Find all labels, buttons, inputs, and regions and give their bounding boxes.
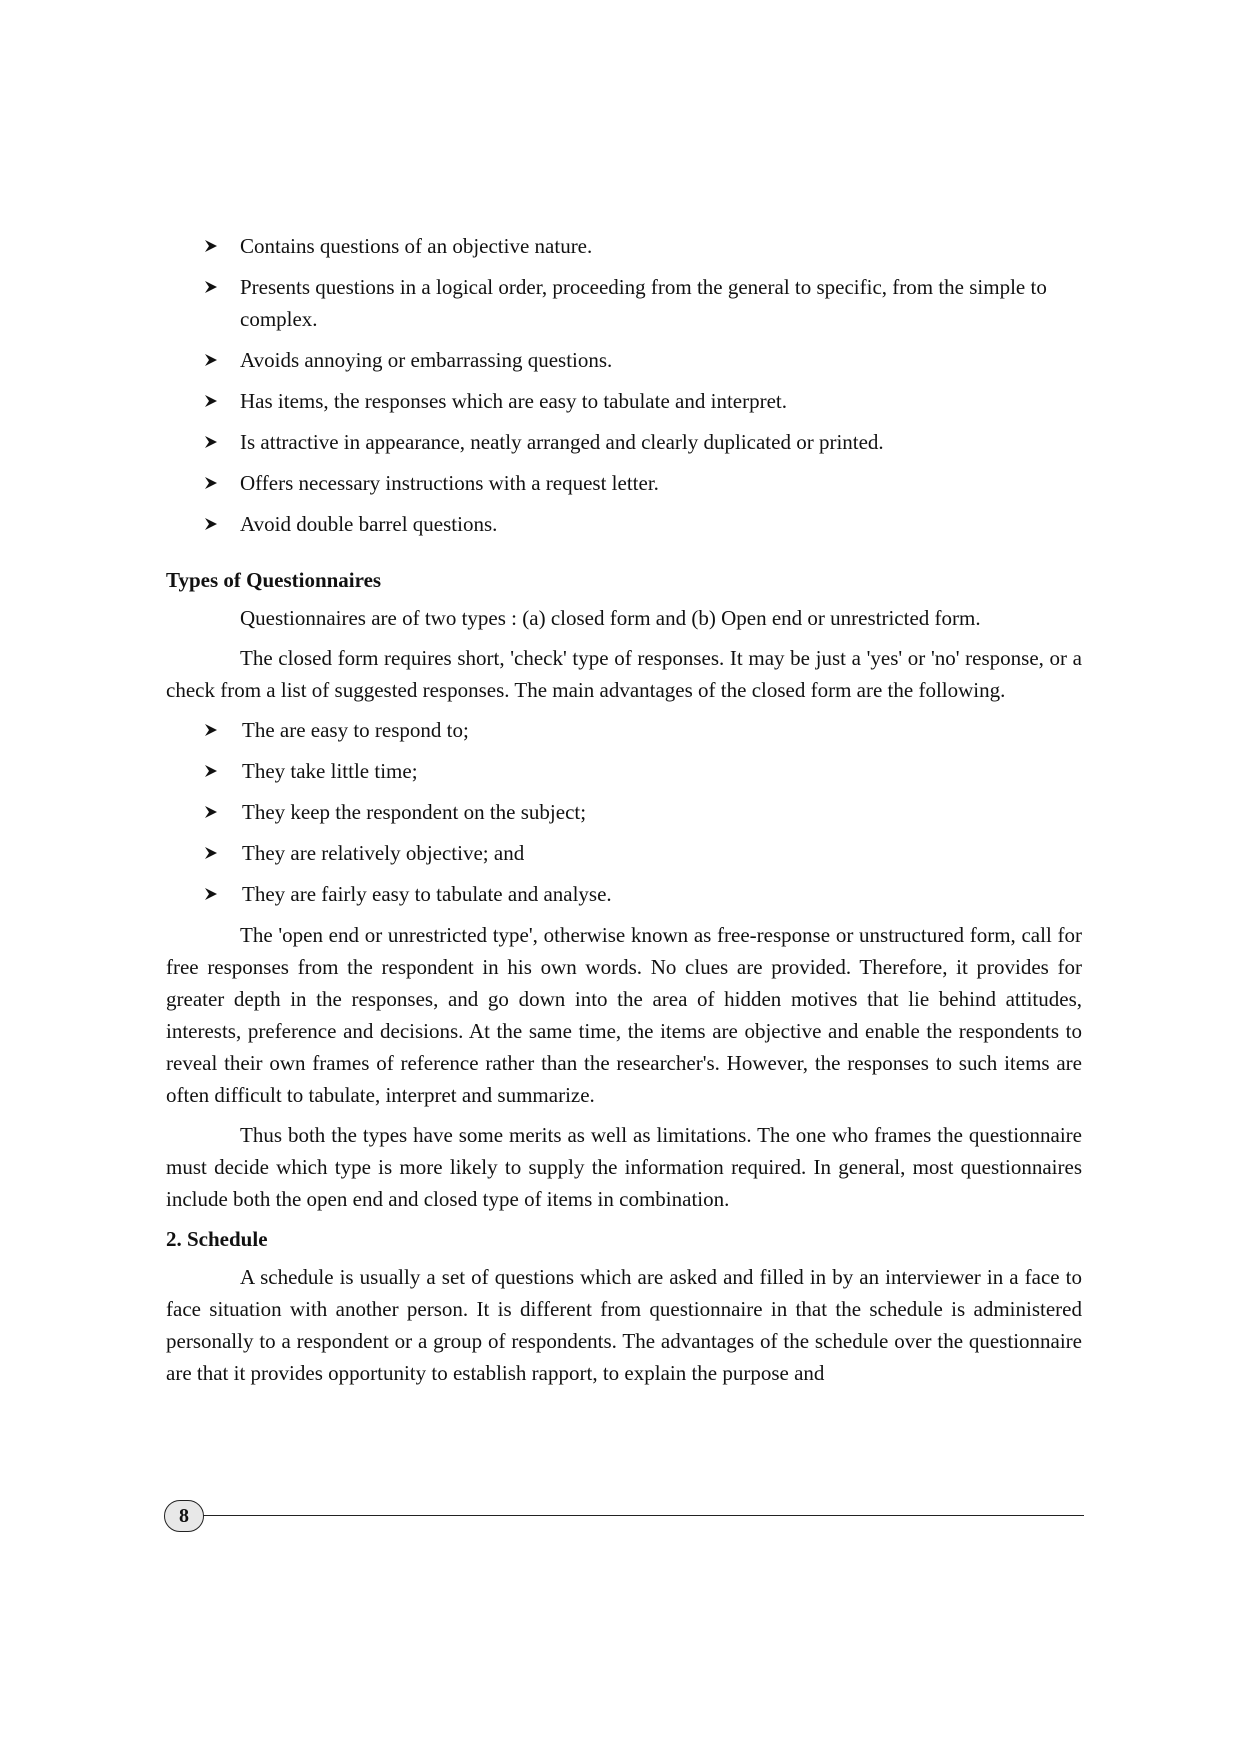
list-item <box>166 426 1082 458</box>
arrow-bullet-icon <box>204 280 218 294</box>
arrow-bullet-icon <box>204 435 218 449</box>
arrow-bullet-icon <box>204 764 218 778</box>
list-item-text: Is attractive in appearance, neatly arranged and clearly duplicated or printed. <box>240 430 884 454</box>
arrow-bullet-icon <box>204 239 218 253</box>
arrow-bullet-icon <box>204 887 218 901</box>
arrow-bullet-icon <box>204 723 218 737</box>
list-item-text: Contains questions of an objective nature. <box>240 234 593 258</box>
list-item <box>166 230 1082 262</box>
paragraph-closed-form: The closed form requires short, 'check' type of responses. It may be just a 'yes' or 'no' response, or a check from a list of suggested responses. The main advantages of the closed form are the following. <box>166 646 1082 702</box>
paragraph-conclusion: Thus both the types have some merits as well as limitations. The one who frames the questionnaire must decide which type is more likely to supply the information required. In general, most questionnaires include both the open end and closed type of items in combination. <box>166 1123 1082 1211</box>
paragraph-schedule: A schedule is usually a set of questions which are asked and filled in by an interviewer in a face to face situation with another person. It is different from questionnaire in that the schedule is administered personally to a respondent or a group of respondents. The advantages of the schedule over the questionnaire are that it provides opportunity to establish rapport, to explain the purpose and <box>166 1265 1082 1385</box>
list-item <box>166 344 1082 376</box>
list-item <box>166 271 1082 335</box>
list-item-text: Avoids annoying or embarrassing questions. <box>240 348 613 372</box>
advantages-list <box>166 714 1082 910</box>
list-item <box>166 796 1082 828</box>
list-item <box>166 878 1082 910</box>
arrow-bullet-icon <box>204 353 218 367</box>
list-item-text: They take little time; <box>242 759 418 783</box>
list-item-text: Has items, the responses which are easy to tabulate and interpret. <box>240 389 787 413</box>
paragraph-open-end: The 'open end or unrestricted type', otherwise known as free-response or unstructured form, call for free responses from the respondent in his own words. No clues are provided. Therefore, it provides for greater depth in the responses, and go down into the area of hidden motives that lie behind attitudes, interests, preference and decisions. At the same time, the items are objective and enable the respondents to reveal their own frames of reference rather than the researcher's. However, the responses to such items are often difficult to tabulate, interpret and summarize. <box>166 923 1082 1107</box>
list-item-text: They are relatively objective; and <box>242 841 525 865</box>
list-item-text: They are fairly easy to tabulate and analyse. <box>242 882 612 906</box>
list-item-text: The are easy to respond to; <box>242 718 469 742</box>
section-heading-types: Types of Questionnaires <box>166 568 382 592</box>
arrow-bullet-icon <box>204 517 218 531</box>
arrow-bullet-icon <box>204 394 218 408</box>
list-item-text: They keep the respondent on the subject; <box>242 800 587 824</box>
arrow-bullet-icon <box>204 805 218 819</box>
list-item-text: Avoid double barrel questions. <box>240 512 498 536</box>
list-item <box>166 755 1082 787</box>
list-item-text: Offers necessary instructions with a request letter. <box>240 471 659 495</box>
list-item <box>166 714 1082 746</box>
paragraph-intro: Questionnaires are of two types : (a) closed form and (b) Open end or unrestricted form. <box>240 606 981 630</box>
list-item <box>166 385 1082 417</box>
section-heading-schedule: 2. Schedule <box>166 1227 268 1251</box>
page-content <box>166 230 1082 1397</box>
footer-rule <box>200 1515 1084 1516</box>
list-item <box>166 508 1082 540</box>
list-item <box>166 467 1082 499</box>
list-item-text: Presents questions in a logical order, proceeding from the general to specific, from the simple to complex. <box>240 275 1047 331</box>
list-item <box>166 837 1082 869</box>
page-number-badge: 8 <box>164 1500 204 1532</box>
arrow-bullet-icon <box>204 476 218 490</box>
characteristics-list <box>166 230 1082 540</box>
arrow-bullet-icon <box>204 846 218 860</box>
